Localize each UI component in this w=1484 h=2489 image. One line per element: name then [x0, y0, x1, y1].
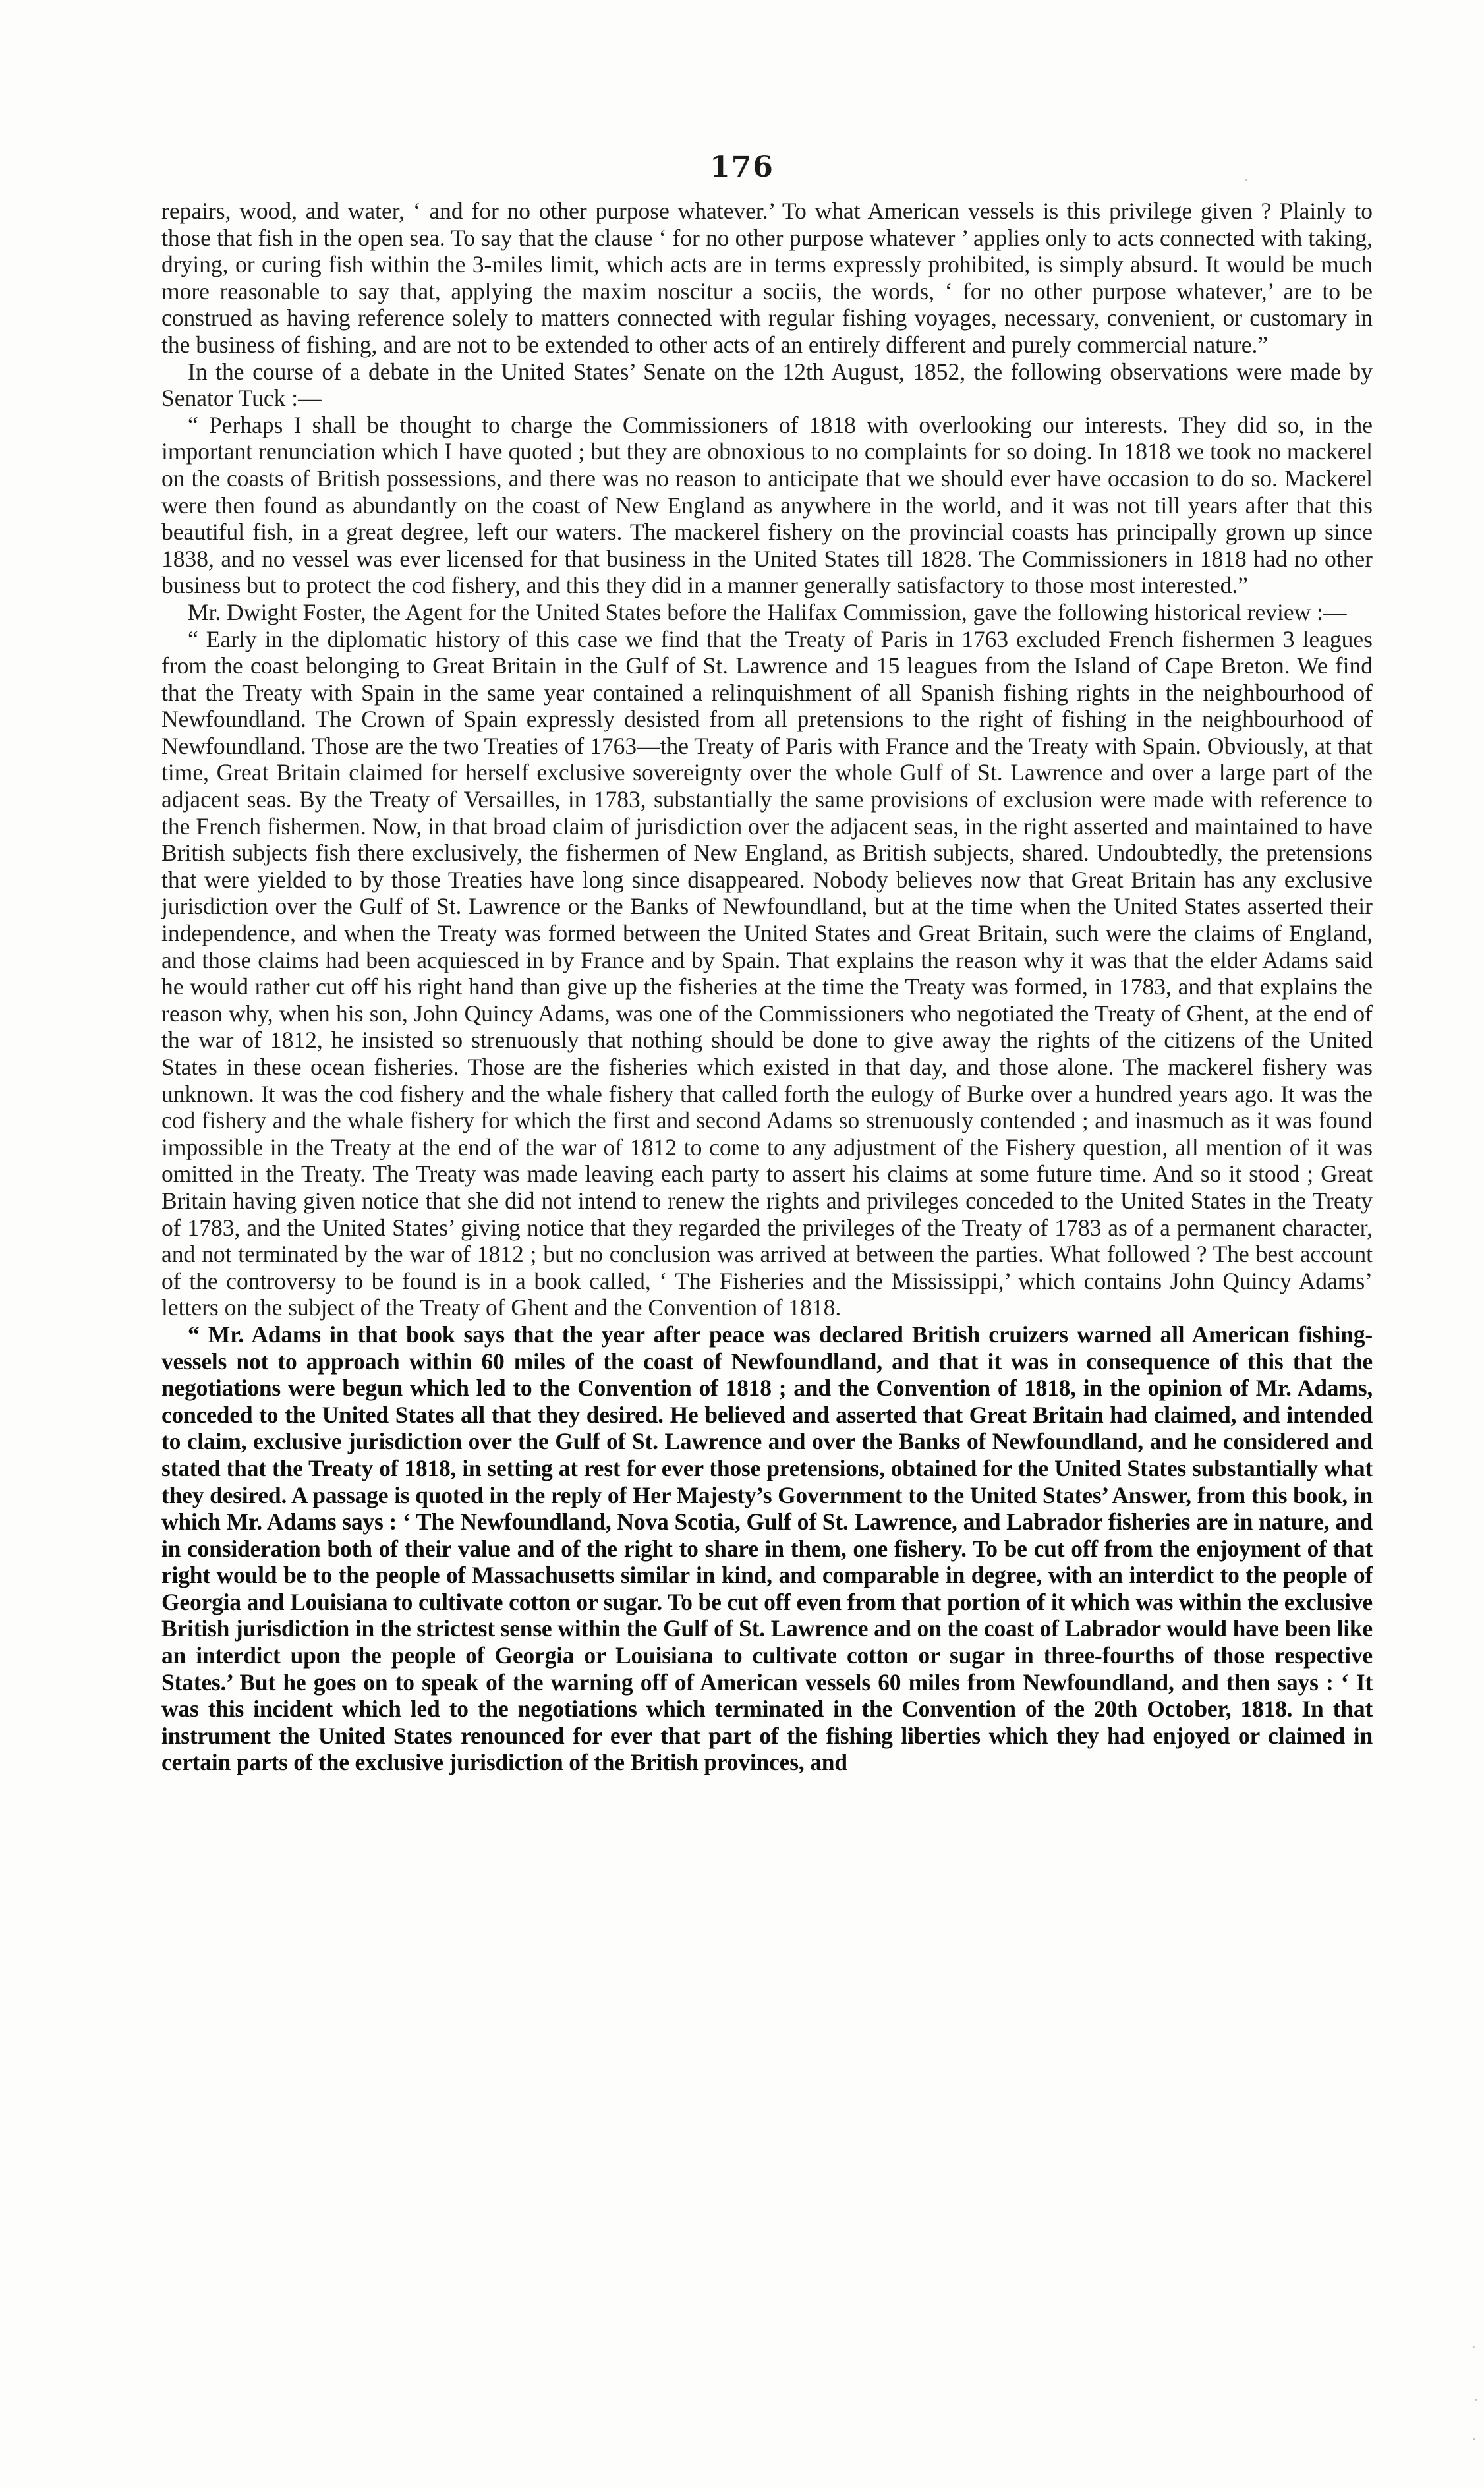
scan-speck — [1245, 179, 1247, 181]
scan-speck — [1473, 2346, 1475, 2348]
paragraph-senator-tuck-quote: “ Perhaps I shall be thought to charge the Commissioners of 1818 with overlooking our interests. They did so, in the important renunciation which I have quoted ; but they are obnoxious to no complaints for so doing. In 1818 we took no mackerel on the coasts of British possessions, and there was no reason to anticipate that we should ever have occasion to do so. Mackerel were then found as abundantly on the coast of New England as anywhere in the world, and it was not till years after that this beautiful fish, in a great degree, left our waters. The mackerel fishery on the provincial coasts has principally grown up since 1838, and no vessel was ever licensed for that business in the United States till 1828. The Commissioners in 1818 had no other business but to protect the cod fishery, and this they did in a manner generally satisfactory to those most interested.” — [161, 411, 1373, 599]
paragraph-foster-intro: Mr. Dwight Foster, the Agent for the United States before the Halifax Commission, gave the following historical review :— — [188, 598, 1347, 625]
scan-speck — [1473, 2438, 1475, 2440]
paragraph-senate-debate-intro: In the course of a debate in the United States’ Senate on the 12th August, 1852, the following observations were made by Senator Tuck :— — [161, 358, 1373, 412]
page-number: 176 — [710, 150, 774, 184]
paragraph-continued-quote: repairs, wood, and water, ‘ and for no other purpose whatever.’ To what American vessels is this privilege given ? Plainly to those that fish in the open sea. To say that the clause ‘ for no other purpose whatever ’ applies only to acts connected with taking, drying, or curing fish within the 3-miles limit, which acts are in terms expressly prohibited, is simply absurd. It would be much more reasonable to say that, applying the maxim noscitur a sociis, the words, ‘ for no other purpose whatever,’ are to be construed as having reference solely to matters connected with regular fishing voyages, necessary, convenient, or customary in the business of fishing, and are not to be extended to other acts of an entirely different and purely commercial nature.” — [161, 198, 1373, 358]
body-text — [161, 198, 1373, 1776]
paragraph-foster-historical-review: “ Early in the diplomatic history of this case we find that the Treaty of Paris in 1763 excluded French fishermen 3 leagues from the coast belonging to Great Britain in the Gulf of St. Lawrence and 15 leagues from the Island of Cape Breton. We find that the Treaty with Spain in the same year contained a relinquishment of all Spanish fishing rights in the neighbourhood of Newfoundland. The Crown of Spain expressly desisted from all pretensions to the right of fishing in the neighbourhood of Newfoundland. Those are the two Treaties of 1763—the Treaty of Paris with France and the Treaty with Spain. Obviously, at that time, Great Britain claimed for herself exclusive sovereignty over the whole Gulf of St. Lawrence and over a large part of the adjacent seas. By the Treaty of Versailles, in 1783, substantially the same provisions of exclusion were made with reference to the French fishermen. Now, in that broad claim of jurisdiction over the adjacent seas, in the right asserted and maintained to have British subjects fish there exclusively, the fishermen of New England, as British subjects, shared. Undoubtedly, the pretensions that were yielded to by those Treaties have long since disappeared. Nobody believes now that Great Britain has any exclusive jurisdiction over the Gulf of St. Lawrence or the Banks of Newfoundland, but at the time when the United States asserted their independence, and when the Treaty was formed between the United States and Great Britain, such were the claims of England, and those claims had been acquiesced in by France and by Spain. That explains the reason why it was that the elder Adams said he would rather cut off his right hand than give up the fisheries at the time the Treaty was formed, in 1783, and that explains the reason why, when his son, John Quincy Adams, was one of the Commissioners who negotiated the Treaty of Ghent, at the end of the war of 1812, he insisted so strenuously that nothing should be done to give away the rights of the citizens of the United States in these ocean fisheries. Those are the fisheries which existed in that day, and those alone. The mackerel fishery was unknown. It was the cod fishery and the whale fishery that called forth the eulogy of Burke over a hundred years ago. It was the cod fishery and the whale fishery for which the first and second Adams so strenuously contended ; and inasmuch as it was found impossible in the Treaty at the end of the war of 1812 to come to any adjustment of the Fishery question, all mention of it was omitted in the Treaty. The Treaty was made leaving each party to assert his claims at some future time. And so it stood ; Great Britain having given notice that she did not intend to renew the rights and privileges conceded to the United States in the Treaty of 1783, and the United States’ giving notice that they regarded the privileges of the Treaty of 1783 as of a permanent character, and not terminated by the war of 1812 ; but no conclusion was arrived at between the parties. What followed ? The best account of the controversy to be found is in a book called, ‘ The Fisheries and the Mississippi,’ which contains John Quincy Adams’ letters on the subject of the Treaty of Ghent and the Convention of 1818. — [161, 625, 1373, 1321]
paragraph-adams-book-quote: “ Mr. Adams in that book says that the year after peace was declared British cruizers warned all American fishing-vessels not to approach within 60 miles of the coast of Newfoundland, and that it was in consequence of this that the negotiations were begun which led to the Convention of 1818 ; and the Convention of 1818, in the opinion of Mr. Adams, conceded to the United States all that they desired. He believed and asserted that Great Britain had claimed, and intended to claim, exclusive jurisdiction over the Gulf of St. Lawrence and over the Banks of Newfoundland, and he considered and stated that the Treaty of 1818, in setting at rest for ever those pretensions, obtained for the United States substantially what they desired. A passage is quoted in the reply of Her Majesty’s Government to the United States’ Answer, from this book, in which Mr. Adams says : ‘ The Newfoundland, Nova Scotia, Gulf of St. Lawrence, and Labrador fisheries are in nature, and in consideration both of their value and of the right to share in them, one fishery. To be cut off from the enjoyment of that right would be to the people of Massachusetts similar in kind, and comparable in degree, with an interdict to the people of Georgia and Louisiana to cultivate cotton or sugar. To be cut off even from that portion of it which was within the exclusive British jurisdiction in the strictest sense within the Gulf of St. Lawrence and on the coast of Labrador would have been like an interdict upon the people of Georgia or Louisiana to cultivate cotton or sugar in three-fourths of those respective States.’ But he goes on to speak of the warning off of American vessels 60 miles from Newfoundland, and then says : ‘ It was this incident which led to the negotiations which terminated in the Convention of the 20th October, 1818. In that instrument the United States renounced for ever that part of the fishing liberties which they had enjoyed or claimed in certain parts of the exclusive jurisdiction of the British provinces, and — [161, 1321, 1373, 1776]
scan-speck — [1475, 2399, 1477, 2401]
